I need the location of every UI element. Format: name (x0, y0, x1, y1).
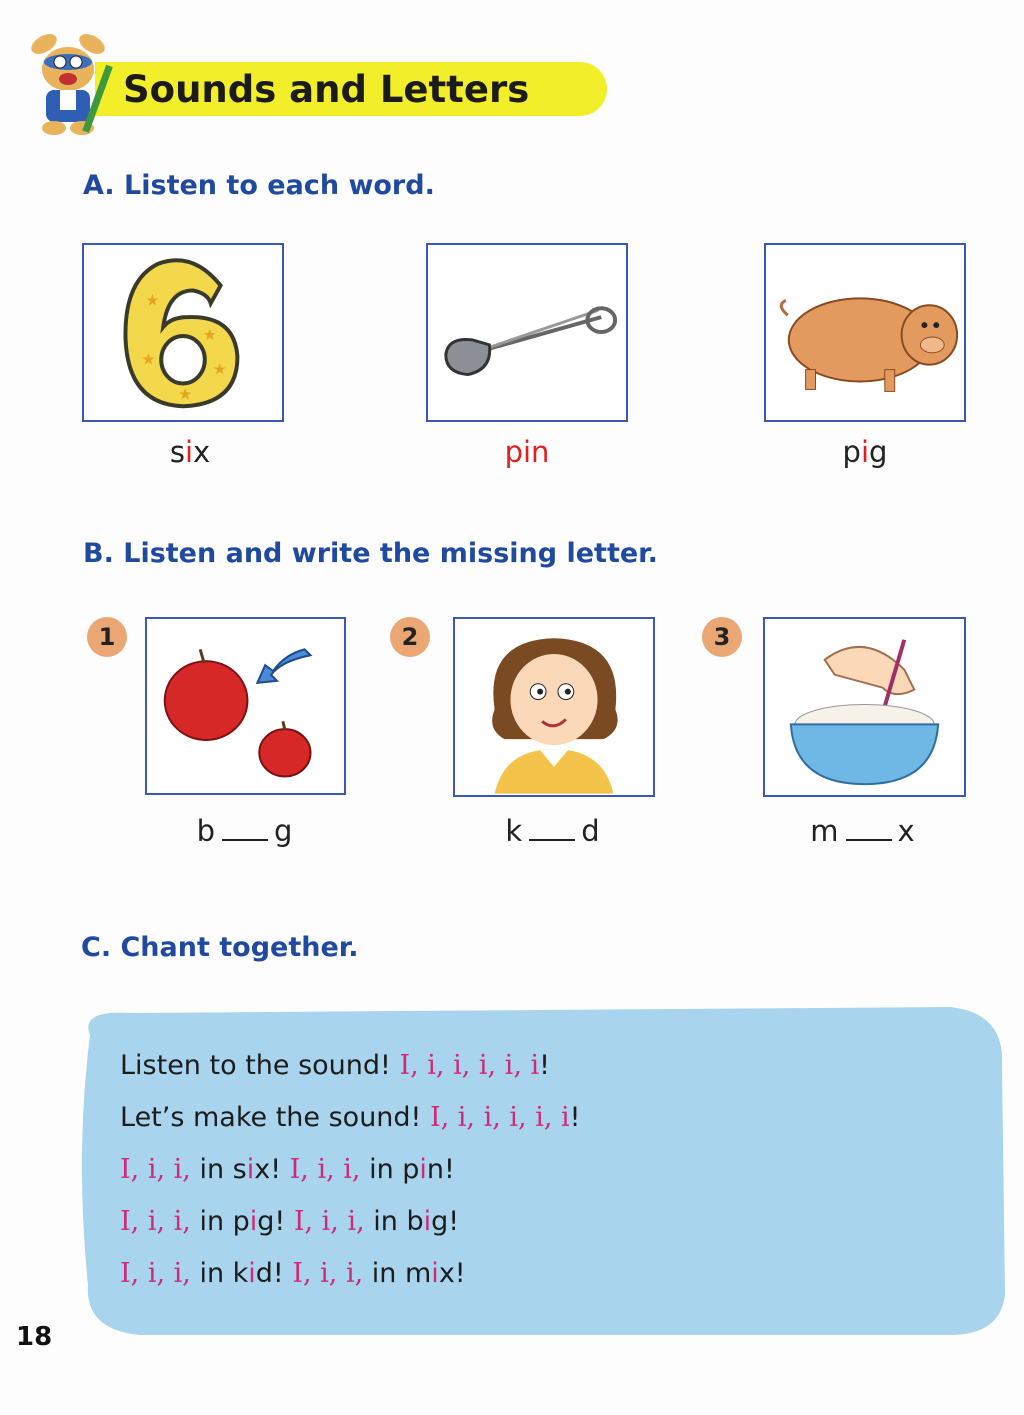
chant-line-5: I, i, i, in kid! I, i, i, in mix! (120, 1258, 466, 1289)
mix-picture (763, 617, 966, 797)
item-number-2: 2 (390, 617, 430, 657)
svg-text:★: ★ (141, 349, 156, 369)
svg-text:★: ★ (145, 290, 160, 310)
missing-letter-word-2: k d (505, 814, 601, 848)
section-a-heading: A. Listen to each word. (83, 170, 435, 201)
pin-picture (426, 243, 628, 422)
pig-picture (764, 243, 966, 422)
word-pin: pin (504, 435, 550, 469)
chant-line-4: I, i, i, in pig! I, i, i, in big! (120, 1206, 460, 1237)
page-number: 18 (16, 1322, 53, 1352)
item-number-3: 3 (702, 617, 742, 657)
dog-mascot-icon (14, 24, 124, 139)
safety-pin-icon (428, 245, 626, 420)
chant-line-2: Let’s make the sound! I, i, i, i, i, i! (120, 1102, 581, 1133)
blank-line[interactable] (529, 819, 575, 841)
mixing-bowl-icon (765, 619, 964, 795)
apples-picture (145, 617, 346, 795)
section-b-heading: B. Listen and write the missing letter. (83, 538, 658, 569)
chant-line-3: I, i, i, in six! I, i, i, in pin! (120, 1154, 455, 1185)
missing-letter-word-3: m x (810, 814, 916, 848)
page-title: Sounds and Letters (123, 68, 530, 111)
section-c-heading: C. Chant together. (81, 932, 359, 963)
blank-line[interactable] (222, 819, 268, 841)
chant-line-1: Listen to the sound! I, i, i, i, i, i! (120, 1050, 550, 1081)
svg-text:★: ★ (178, 384, 193, 404)
missing-letter-word-1: b g (196, 814, 294, 848)
six-picture (82, 243, 284, 422)
svg-text:★: ★ (202, 324, 218, 344)
word-pig: pig (842, 435, 888, 469)
pig-icon (766, 245, 964, 420)
girl-icon (455, 619, 653, 795)
item-number-1: 1 (87, 617, 127, 657)
svg-text:★: ★ (212, 359, 227, 379)
apples-icon (147, 619, 344, 793)
blank-line[interactable] (846, 819, 892, 841)
girl-picture (453, 617, 655, 797)
word-six: six (169, 435, 211, 469)
number-six-icon (84, 245, 282, 420)
